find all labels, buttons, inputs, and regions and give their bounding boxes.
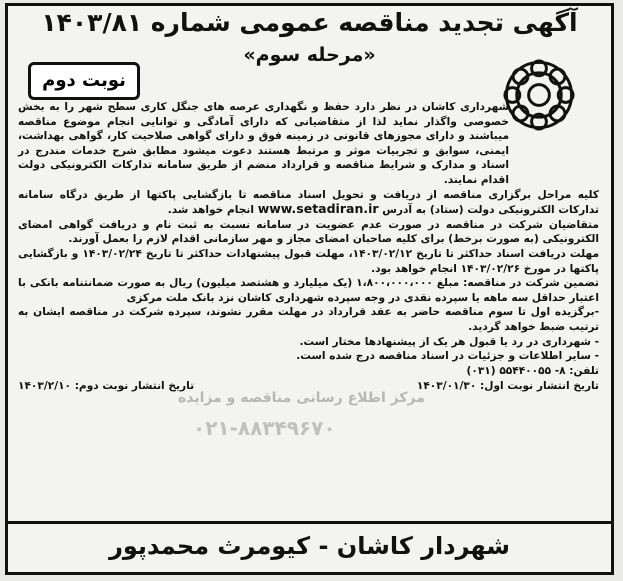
watermark-text: مرکز اطلاع رسانی مناقصه و مزایده bbox=[178, 390, 425, 406]
date-second: تاریخ انتشار نوبت دوم: ۱۴۰۳/۲/۱۰ bbox=[18, 380, 195, 393]
paragraph-rights: - شهرداری در رد یا قبول هر یک از پیشنهادها مختار است. bbox=[299, 335, 599, 348]
notice-frame bbox=[5, 3, 614, 575]
paragraph-process bbox=[18, 188, 599, 218]
notice-title: آگهی تجدید مناقصه عمومی شماره ۱۴۰۳/۸۱ bbox=[41, 8, 578, 37]
process-text: کلیه مراحل برگزاری مناقصه از دریافت و تحویل اسناد مناقصه تا بازگشایی پاکتها از طریق درگاه سامانه تدارکات الکترونیکی دولت (ستاد) به آدرس bbox=[18, 188, 599, 217]
paragraph-forfeit: -برگزیده اول تا سوم مناقصه حاضر به عقد قرارداد در مهلت مقرر نشوند، سپرده شرکت در مناقصه ایشان به ترتیب ضبط خواهد گردید. bbox=[18, 306, 599, 333]
notice-subtitle: «مرحله سوم» bbox=[243, 44, 376, 66]
setadiran-link[interactable]: www.setadiran.ir bbox=[257, 201, 379, 217]
paragraph-info: - سایر اطلاعات و جزئیات در اسناد مناقصه درج شده است. bbox=[296, 350, 599, 363]
paragraph-intro: شهرداری کاشان در نظر دارد حفظ و نگهداری عرصه های جنگل کاری سطح شهر را به بخش خصوصی واگذار نماید لذا از متقاضیانی که دارای آمادگی و توانایی انجام موضوع مناقصه میباشند و دارای مجوزهای قانونی در زمینه فوق و دارای گواهی صلاحیت کار، گواهی بهداشت، ایمنی، سوابق و تجربیات موثر و مرتبط هستند دعوت میشود مطابق شرح خدمات مندرج در اسناد و مدارک و شرایط مناقصه و قرارداد منضم از طریق سامانه تدارکات الکترونیکی دولت اقدام نمایند. bbox=[18, 101, 509, 186]
paragraph-registration: متقاضیان شرکت در مناقصه در صورت عدم عضویت در سامانه نسبت به ثبت نام و دریافت گواهی امضای الکترونیکی (به صورت برخط) برای کلیه صاحبان امضای مجاز و مهر سازمانی اقدام لازم را بعمل آورند. bbox=[18, 218, 599, 246]
signature-footer: شهردار کاشان - کیومرث محمدپور bbox=[8, 521, 611, 572]
process-text-end: انجام خواهد شد. bbox=[167, 204, 254, 217]
phone-line: تلفن: ۸- ۵۵۴۴۰۰۵۵ (۰۳۱) bbox=[466, 364, 599, 377]
date-first: تاریخ انتشار نوبت اول: ۱۴۰۳/۰۱/۳۰ bbox=[416, 380, 599, 393]
watermark-phone: ۰۲۱-۸۸۳۴۹۶۷۰ bbox=[193, 416, 336, 440]
notice-body bbox=[18, 100, 599, 394]
paragraph-guarantee: تضمین شرکت در مناقصه: مبلغ ۱،۸۰۰،۰۰۰،۰۰۰ (یک میلیارد و هشتصد میلیون) ریال به صورت ضمانتنامه بانکی با اعتبار حداقل سه ماهه یا سپرده نقدی در وجه سپرده شهرداری کاشان نزد بانک ملت مرکزی bbox=[18, 277, 599, 304]
round-badge: نوبت دوم bbox=[28, 62, 140, 100]
paragraph-deadlines: مهلت دریافت اسناد حداکثر تا تاریخ ۱۴۰۳/۰۲/۱۲، مهلت قبول پیشنهادات حداکثر تا تاریخ ۱۴۰۳/۰۲/۲۴ و بازگشایی پاکتها در مورخ ۱۴۰۳/۰۲/۲۶ انجام خواهد بود. bbox=[18, 247, 600, 275]
